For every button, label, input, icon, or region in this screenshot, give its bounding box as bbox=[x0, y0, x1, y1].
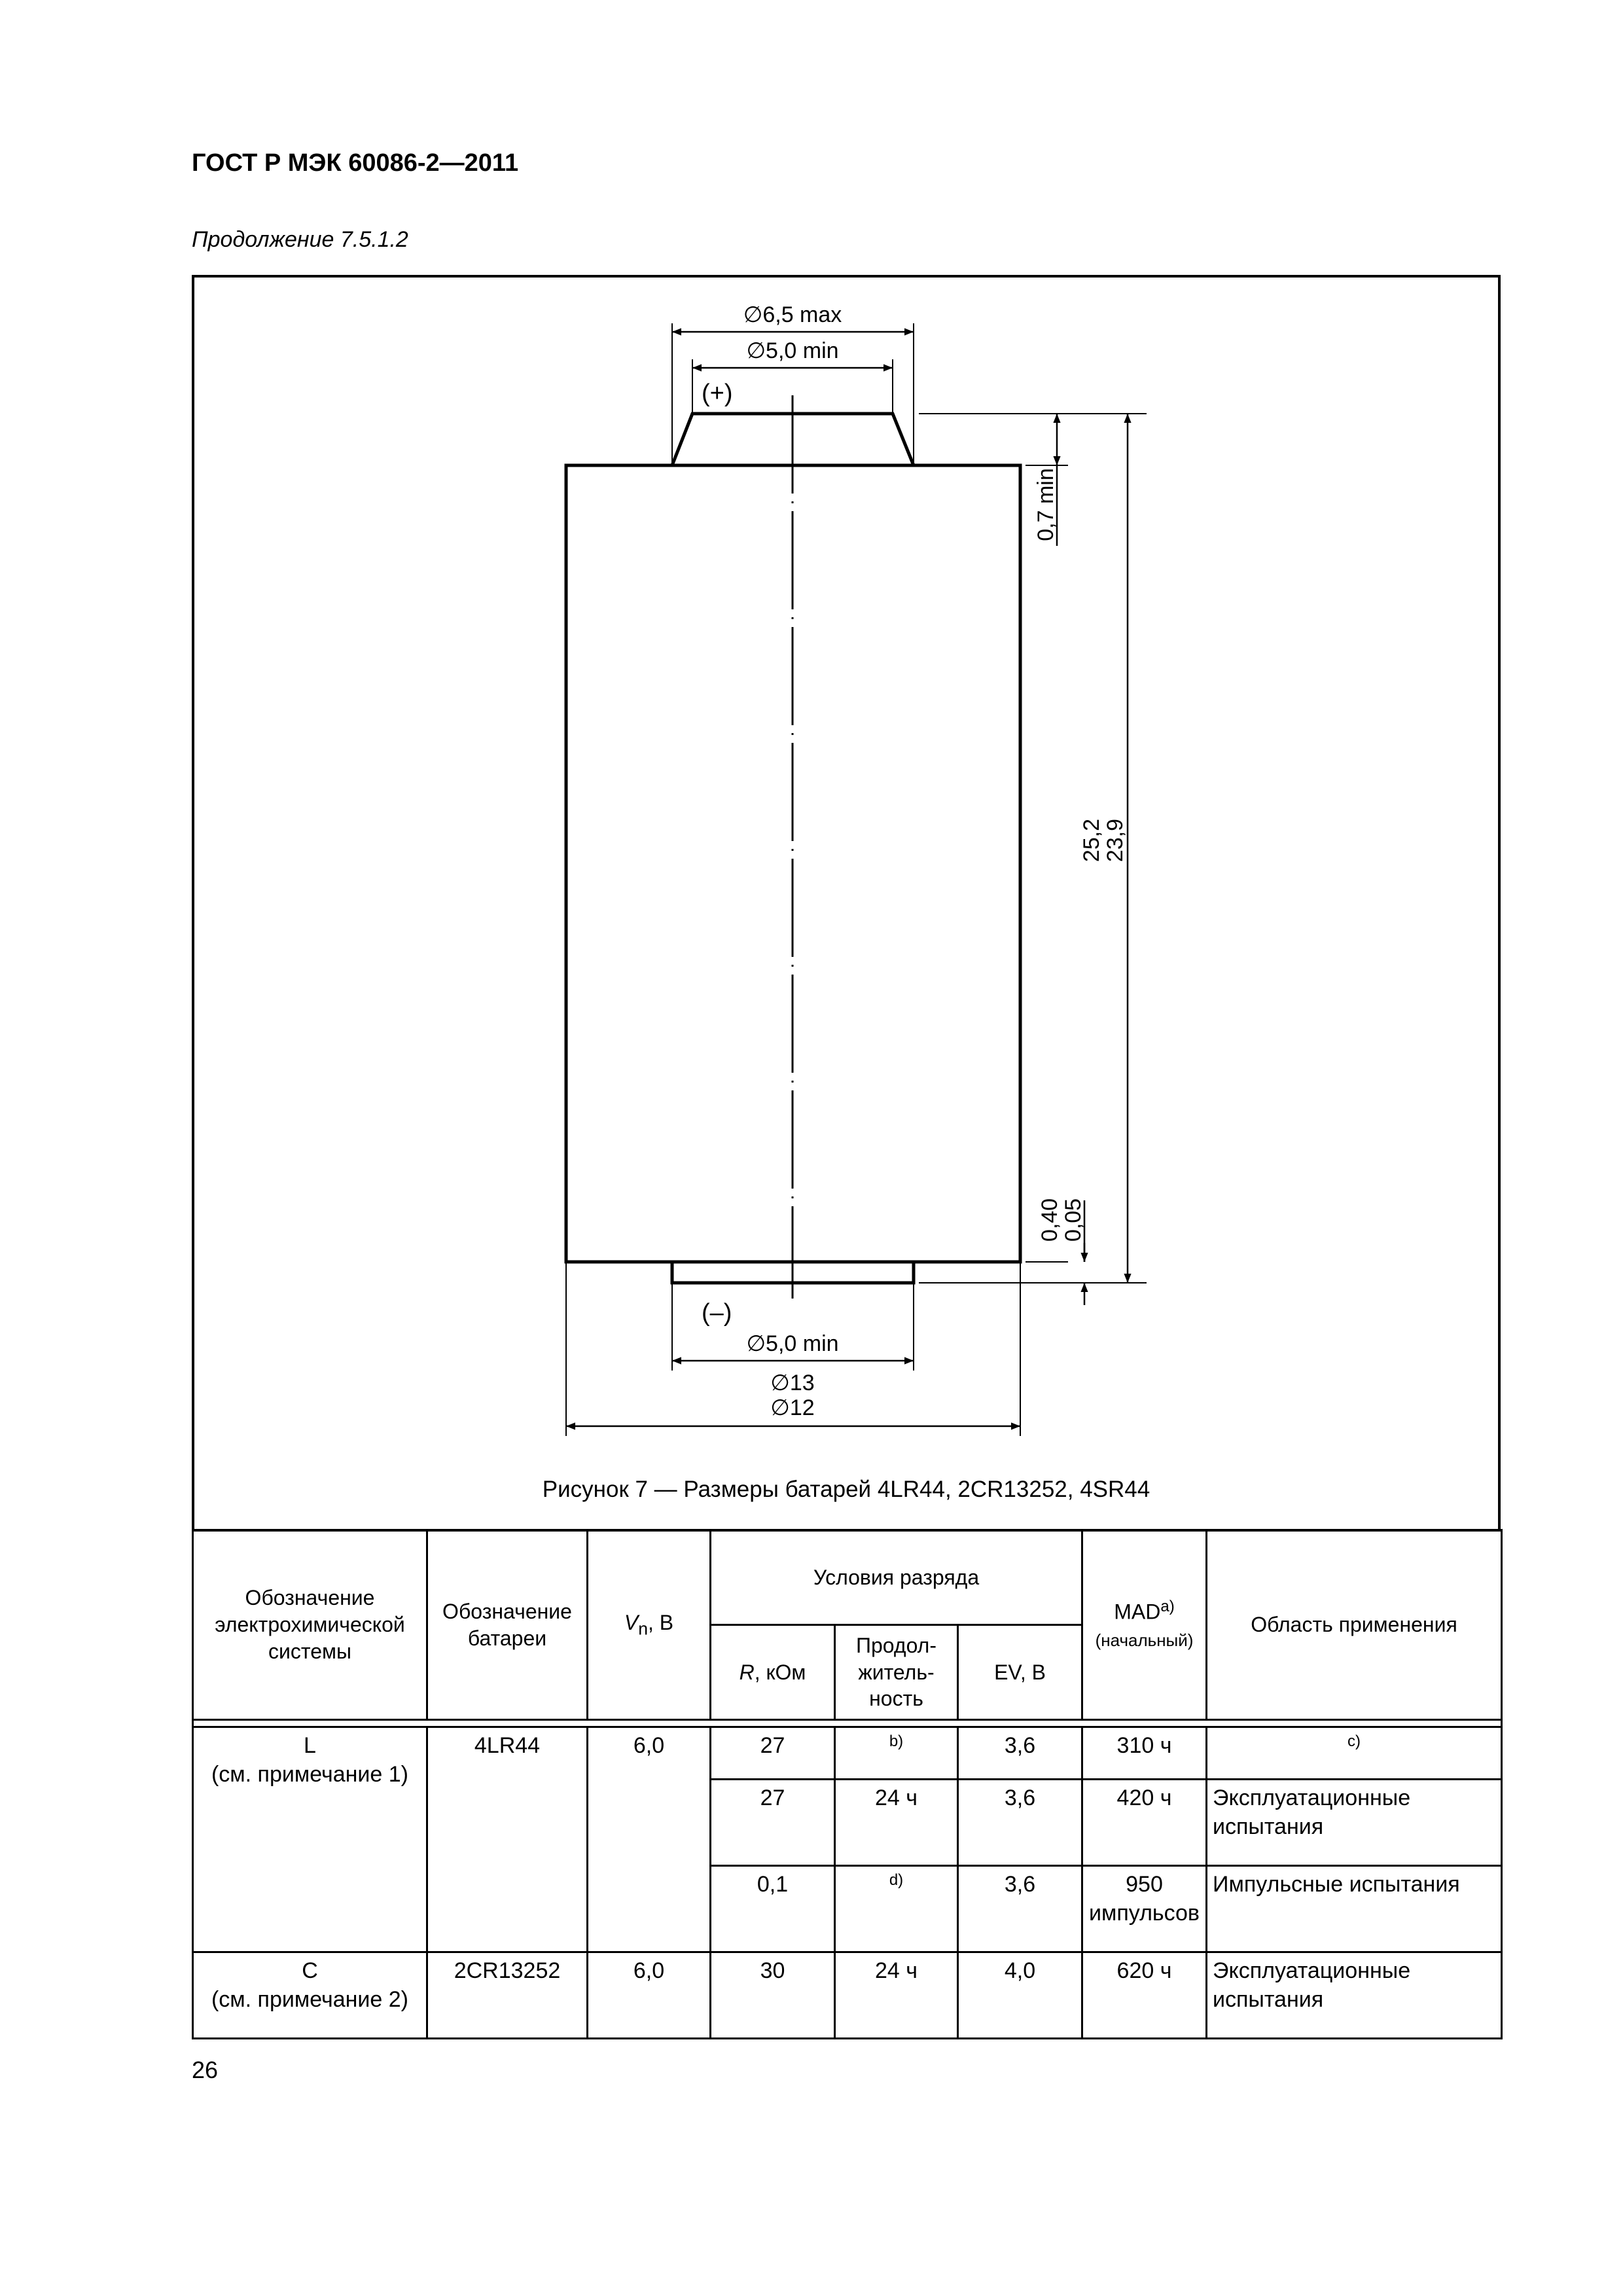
figure-caption: Рисунок 7 — Размеры батарей 4LR44, 2CR13252, 4SR44 bbox=[542, 1477, 1150, 1502]
mad-cell: 620 ч bbox=[1082, 1952, 1207, 2039]
battery-spec-table bbox=[192, 1529, 1503, 2039]
application-cell: Эксплуатационные испытания bbox=[1207, 1780, 1502, 1866]
ev-cell: 3,6 bbox=[958, 1727, 1082, 1780]
duration-cell: 24 ч bbox=[835, 1780, 958, 1866]
dim-body-max: ∅13 bbox=[770, 1371, 815, 1395]
table-row bbox=[193, 1727, 1502, 1780]
dim-total-min: 23,9 bbox=[1103, 818, 1128, 863]
header-mad: MAD$^{a)}$ (начальный) bbox=[1082, 1530, 1207, 1720]
document-header: ГОСТ Р МЭК 60086-2—2011 bbox=[192, 149, 519, 177]
dim-body-min: ∅12 bbox=[770, 1395, 815, 1420]
system-cell: L (см. примечание 1) bbox=[193, 1727, 427, 1952]
header-system: Обозначение электрохимической системы bbox=[193, 1530, 427, 1720]
header-ev: EV, В bbox=[958, 1625, 1082, 1720]
battery-dimension-drawing bbox=[194, 278, 1498, 1529]
dim-negative-max: 0,40 bbox=[1037, 1198, 1062, 1242]
dim-total-max: 25,2 bbox=[1079, 818, 1104, 863]
negative-label: (–) bbox=[702, 1299, 732, 1327]
header-r: R, кОм bbox=[711, 1625, 835, 1720]
vn-cell: 6,0 bbox=[588, 1952, 711, 2039]
ev-cell: 4,0 bbox=[958, 1952, 1082, 2039]
mad-cell: 950 импульсов bbox=[1082, 1866, 1207, 1952]
r-cell: 27 bbox=[711, 1727, 835, 1780]
positive-label: (+) bbox=[702, 380, 733, 407]
application-cell: Импульсные испытания bbox=[1207, 1866, 1502, 1952]
dim-negative-min: 0,05 bbox=[1061, 1198, 1086, 1242]
page-number: 26 bbox=[192, 2056, 219, 2083]
battery-cell: 2CR13252 bbox=[427, 1952, 588, 2039]
continuation-label: Продолжение 7.5.1.2 bbox=[192, 227, 408, 252]
duration-cell: d) bbox=[835, 1866, 958, 1952]
header-battery: Обозначение батареи bbox=[427, 1530, 588, 1720]
vn-cell: 6,0 bbox=[588, 1727, 711, 1952]
application-cell: c) bbox=[1207, 1727, 1502, 1780]
dim-top-max: ∅6,5 max bbox=[743, 302, 842, 327]
table-row bbox=[193, 1952, 1502, 2039]
duration-cell: 24 ч bbox=[835, 1952, 958, 2039]
system-cell: C (см. примечание 2) bbox=[193, 1952, 427, 2039]
duration-cell: b) bbox=[835, 1727, 958, 1780]
r-cell: 27 bbox=[711, 1780, 835, 1866]
application-cell: Эксплуатационные испытания bbox=[1207, 1952, 1502, 2039]
ev-cell: 3,6 bbox=[958, 1866, 1082, 1952]
mad-cell: 420 ч bbox=[1082, 1780, 1207, 1866]
ev-cell: 3,6 bbox=[958, 1780, 1082, 1866]
dim-positive-height: 0,7 min bbox=[1033, 468, 1058, 541]
header-duration: Продол-житель-ность bbox=[835, 1625, 958, 1720]
header-application: Область применения bbox=[1207, 1530, 1502, 1720]
r-cell: 30 bbox=[711, 1952, 835, 2039]
dim-top-min: ∅5,0 min bbox=[746, 338, 839, 363]
header-vn: $V_n$, В bbox=[588, 1530, 711, 1720]
mad-cell: 310 ч bbox=[1082, 1727, 1207, 1780]
dim-bottom-min: ∅5,0 min bbox=[746, 1331, 839, 1356]
figure-frame bbox=[192, 275, 1501, 1532]
header-discharge: Условия разряда bbox=[711, 1530, 1082, 1625]
r-cell: 0,1 bbox=[711, 1866, 835, 1952]
battery-cell: 4LR44 bbox=[427, 1727, 588, 1952]
